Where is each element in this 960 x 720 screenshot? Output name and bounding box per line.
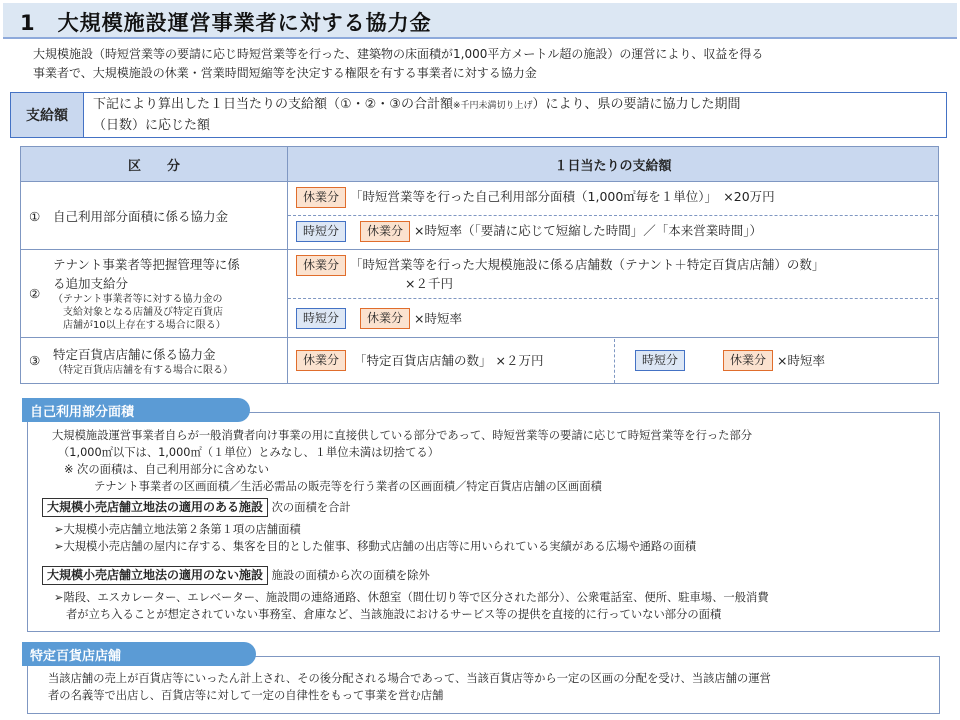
jitan-tag: 時短分 (635, 350, 685, 371)
row3-right (615, 339, 825, 383)
row2-line2-text: ×時短率 (414, 310, 463, 326)
row3-category (21, 338, 288, 384)
section1-body (52, 427, 932, 495)
row2-category (21, 250, 288, 338)
row3-note: （特定百貨店店舗を有する場合に限る） (53, 364, 233, 376)
kyugyo-tag: 休業分 (296, 187, 346, 208)
payment-text-small: ※千円未満切り上げ (452, 101, 533, 111)
row2-line2 (288, 299, 938, 337)
row3-amount (288, 338, 939, 384)
row1-amount (288, 182, 939, 250)
list-item: ➢大規模小売店舗の屋内に存する、集客を目的とした催事、移動式店舗の出店等に用いられている実績がある広場や通路の面積 (54, 540, 697, 553)
table-row (21, 182, 939, 250)
row1-label: 自己利用部分面積に係る協力金 (53, 208, 229, 224)
jitan-tag: 時短分 (296, 221, 346, 242)
section2-p2: 者の名義等で出店し、百貨店等に対して一定の自律性をもって事業を営む店舗 (48, 689, 444, 702)
section1-heading: 自己利用部分面積 (22, 398, 250, 422)
section2-body (48, 670, 934, 704)
list-item: ➢階段、エスカレーター、エレベーター、施設間の連絡通路、休憩室（間仕切り等で区分された部分）、公衆電話室、便所、駐車場、一般消費 (54, 591, 769, 604)
box1-heading (42, 498, 351, 517)
row3-left (288, 339, 615, 383)
kyugyo-tag: 休業分 (296, 350, 346, 371)
header-amount: １日当たりの支給額 (288, 147, 939, 182)
row2-num: ② (29, 286, 41, 301)
list-item: 者が立ち入ることが想定されていない事務室、倉庫など、当該施設におけるサービス等の提供を直接的に行っていない部分の面積 (66, 608, 722, 621)
payment-text-1a: 下記により算出した１日当たりの支給額（①・②・③の合計額 (93, 97, 453, 112)
row3-left-text: 「特定百貨店店舗の数」 ×２万円 (354, 353, 544, 368)
section2-heading: 特定百貨店店舗 (22, 642, 256, 666)
row2-line1 (288, 250, 938, 299)
row1-category (21, 182, 288, 250)
section1-note2: テナント事業者の区画面積／生活必需品の販売等を行う業者の区画面積／特定百貨店店舗の区画面積 (94, 480, 602, 493)
box2-list (54, 589, 934, 623)
row2-label-2: る追加支給分 (53, 276, 129, 291)
section1-p1: 大規模施設運営事業者自らが一般消費者向け事業の用に直接供している部分であって、時短営業等の要請に応じて時短営業等を行った部分 (52, 429, 753, 442)
payment-text-1b: ）により、県の要請に協力した期間 (532, 97, 741, 112)
kyugyo-tag: 休業分 (723, 350, 773, 371)
row1-num: ① (29, 208, 41, 224)
payment-label: 支給額 (10, 92, 84, 138)
row2-amount (288, 250, 939, 338)
box1-label: 大規模小売店舗立地法の適用のある施設 (42, 498, 268, 517)
box2-label: 大規模小売店舗立地法の適用のない施設 (42, 566, 268, 585)
row3-label: 特定百貨店店舗に係る協力金 (53, 346, 216, 362)
box2-heading (42, 566, 430, 585)
row2-line1a: 「時短営業等を行った大規模施設に係る店舗数（テナント＋特定百貨店店舗）の数」 (350, 257, 825, 272)
box1-list (54, 521, 934, 555)
jitan-tag: 時短分 (296, 308, 346, 329)
box1-suffix: 次の面積を合計 (271, 501, 351, 514)
row3-right-text: ×時短率 (777, 353, 826, 368)
row2-note-1: （テナント事業者等に対する協力金の (53, 294, 223, 305)
table-row (21, 338, 939, 384)
list-item: ➢大規模小売店舗立地法第２条第１項の店舗面積 (54, 523, 301, 536)
row2-label-1: テナント事業者等把握管理等に係 (53, 257, 240, 272)
header-category: 区 分 (21, 147, 288, 182)
section1-p2: （1,000㎡以下は、1,000㎡（１単位）とみなし、１単位未満は切捨てる） (58, 446, 439, 459)
kyugyo-tag: 休業分 (360, 221, 410, 242)
intro-line: 事業者で、大規模施設の休業・営業時間短縮等を決定する権限を有する事業者に対する協力金 (33, 66, 537, 80)
kyugyo-tag: 休業分 (360, 308, 410, 329)
payment-table (20, 146, 939, 384)
row2-note-3: 店舗が10以上存在する場合に限る） (63, 320, 226, 331)
page-title: 1 大規模施設運営事業者に対する協力金 (20, 11, 432, 35)
intro-line: 大規模施設（時短営業等の要請に応じ時短営業等を行った、建築物の床面積が1,000平方メートル超の施設）の運営により、収益を得る (33, 47, 764, 61)
section1-note1: ※ 次の面積は、自己利用部分に含めない (64, 463, 270, 476)
row2-line1b: ×２千円 (405, 276, 453, 291)
row3-num: ③ (29, 353, 41, 368)
intro-text (33, 45, 933, 83)
payment-text (93, 95, 938, 135)
table-row (21, 250, 939, 338)
row2-note-2: 支給対象となる店舗及び特定百貨店 (63, 307, 223, 318)
section2-p1: 当該店舗の売上が百貨店等にいったん計上され、その後分配される場合であって、当該百貨店等から一定の区画の分配を受け、当該店舗の運営 (48, 672, 771, 685)
kyugyo-tag: 休業分 (296, 255, 346, 276)
payment-text-2: （日数）に応じた額 (93, 118, 211, 133)
box2-suffix: 施設の面積から次の面積を除外 (271, 569, 430, 582)
row1-line2-text: ×時短率（「要請に応じて短縮した時間」／「本来営業時間」） (414, 223, 763, 238)
row1-line1 (288, 182, 938, 216)
row1-line2 (288, 216, 938, 249)
row1-line1-text: 「時短営業等を行った自己利用部分面積（1,000㎡毎を１単位）」 ×20万円 (350, 189, 775, 204)
